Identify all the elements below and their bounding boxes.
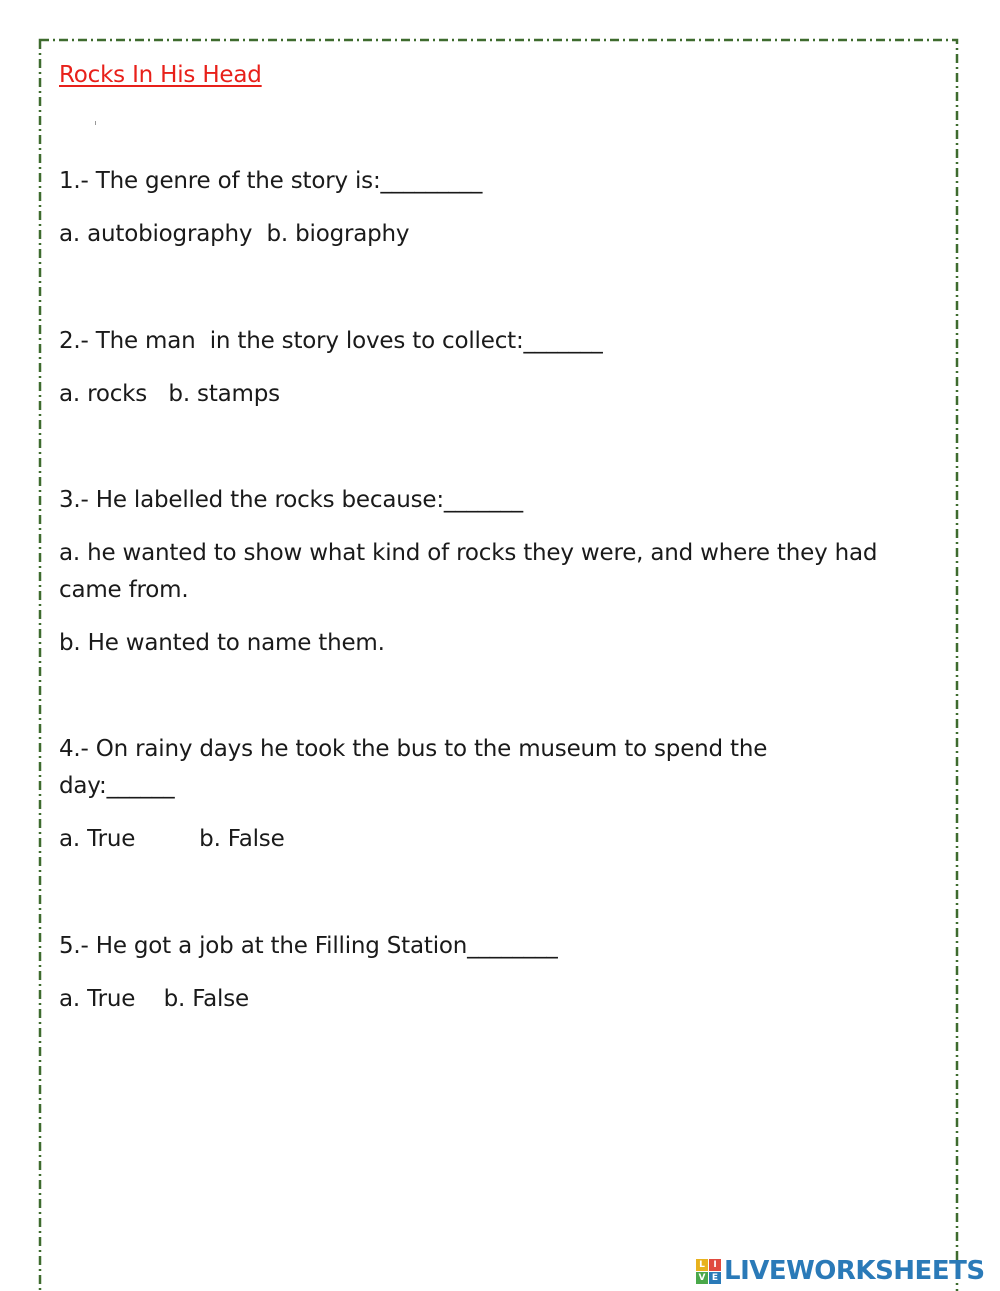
logo-letter-l: L xyxy=(696,1259,708,1271)
logo-letter-i: I xyxy=(709,1259,721,1271)
logo-letter-v: V xyxy=(696,1272,708,1284)
question-5-options: a. True b. False xyxy=(59,986,249,1012)
question-4-options: a. True b. False xyxy=(59,826,285,852)
question-4-prompt: 4.- On rainy days he took the bus to the museum to spend the day:______ xyxy=(59,736,768,799)
question-1-prompt: 1.- The genre of the story is:_________ xyxy=(59,168,483,194)
question-5-prompt: 5.- He got a job at the Filling Station________ xyxy=(59,933,558,959)
logo-text: LIVEWORKSHEETS xyxy=(724,1256,985,1286)
liveworksheets-logo xyxy=(696,1258,985,1284)
logo-blocks-icon xyxy=(696,1259,721,1284)
question-3-option-b: b. He wanted to name them. xyxy=(59,630,385,656)
question-2-prompt: 2.- The man in the story loves to collect:_______ xyxy=(59,328,603,354)
stray-mark xyxy=(95,121,96,125)
question-3-prompt: 3.- He labelled the rocks because:_______ xyxy=(59,487,523,513)
worksheet-title: Rocks In His Head xyxy=(59,62,262,88)
question-1-options: a. autobiography b. biography xyxy=(59,221,410,247)
question-2-options: a. rocks b. stamps xyxy=(59,381,280,407)
logo-letter-e: E xyxy=(709,1272,721,1284)
question-3-option-a: a. he wanted to show what kind of rocks they were, and where they had came from. xyxy=(59,540,878,603)
